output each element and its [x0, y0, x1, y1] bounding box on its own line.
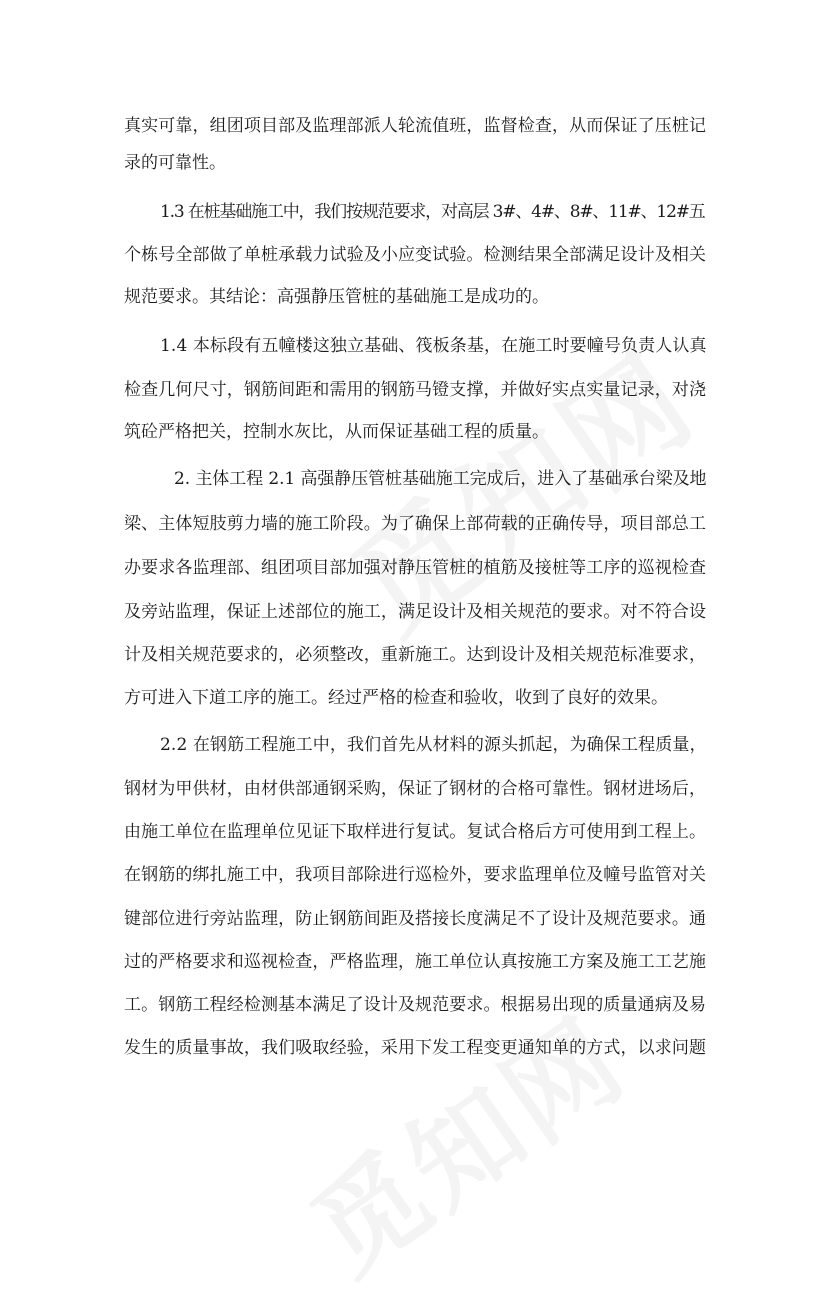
text-line: 梁、主体短肢剪力墙的施工阶段。为了确保上部荷载的正确传导，项目部总工	[124, 514, 707, 534]
text-line: 1.3 在桩基础施工中，我们按规范要求，对高层 3#、4#、8#、11#、12#五	[160, 202, 705, 222]
text-line: 钢材为甲供材，由材供部通钢采购，保证了钢材的合格可靠性。钢材进场后，	[124, 779, 707, 799]
text-line: 办要求各监理部、组团项目部加强对静压管桩的植筋及接桩等工序的巡视检查	[124, 558, 707, 578]
text-line: 规范要求。其结论：高强静压管桩的基础施工是成功的。	[124, 287, 549, 307]
text-line: 过的严格要求和巡视检查，严格监理，施工单位认真按施工方案及施工工艺施	[124, 952, 707, 972]
text-line: 键部位进行旁站监理，防止钢筋间距及搭接长度满足不了设计及规范要求。通	[124, 909, 707, 929]
text-line: 工。钢筋工程经检测基本满足了设计及规范要求。根据易出现的质量通病及易	[124, 995, 707, 1015]
text-line: 个栋号全部做了单桩承载力试验及小应变试验。检测结果全部满足设计及相关	[124, 245, 707, 265]
text-line: 2. 主体工程 2.1 高强静压管桩基础施工完成后，进入了基础承台梁及地	[174, 469, 707, 489]
watermark-lower	[276, 974, 652, 1303]
text-line: 方可进入下道工序的施工。经过严格的检查和验收，收到了良好的效果。	[124, 688, 668, 708]
text-line: 1.4 本标段有五幢楼这独立基础、筏板条基，在施工时要幢号负责人认真	[160, 336, 707, 356]
text-line: 筑砼严格把关，控制水灰比，从而保证基础工程的质量。	[124, 422, 549, 442]
text-line: 由施工单位在监理单位见证下取样进行复试。复试合格后方可使用到工程上。	[124, 822, 707, 842]
text-line: 录的可靠性。	[124, 153, 226, 173]
text-line: 计及相关规范要求的，必须整改，重新施工。达到设计及相关规范标准要求，	[124, 645, 707, 665]
text-line: 发生的质量事故，我们吸取经验，采用下发工程变更通知单的方式，以求问题	[124, 1038, 707, 1058]
text-line: 真实可靠，组团项目部及监理部派人轮流值班，监督检查，从而保证了压桩记	[124, 116, 707, 136]
text-line: 检查几何尺寸，钢筋间距和需用的钢筋马镫支撑，并做好实点实量记录，对浇	[124, 380, 707, 400]
text-line: 2.2 在钢筋工程施工中，我们首先从材料的源头抓起，为确保工程质量，	[160, 735, 707, 755]
text-line: 及旁站监理，保证上述部位的施工，满足设计及相关规范的要求。对不符合设	[124, 602, 707, 622]
text-line: 在钢筋的绑扎施工中，我项目部除进行巡检外，要求监理单位及幢号监管对关	[124, 865, 707, 885]
